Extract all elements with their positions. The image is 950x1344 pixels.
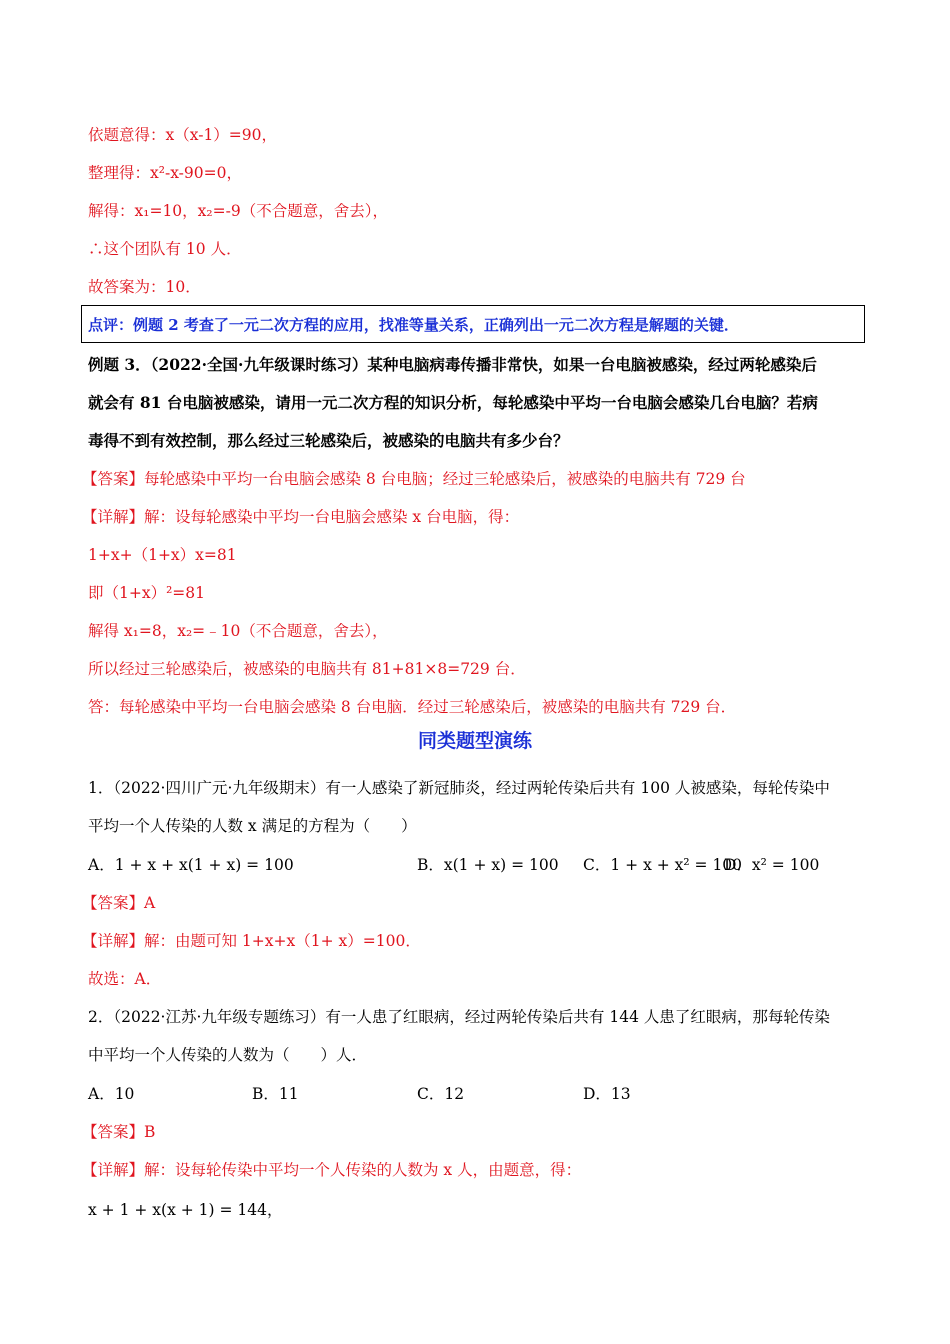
question2-option-a: A．10: [88, 1085, 135, 1103]
question1-option-d: D．x² = 100: [724, 856, 820, 874]
comment-text: 点评：例题 2 考查了一元二次方程的应用，找准等量关系，正确列出一元二次方程是解题的关键．: [88, 316, 739, 334]
question1-line-2: 平均一个人传染的人数 x 满足的方程为（ ）: [88, 817, 417, 835]
question2-option-d: D．13: [583, 1085, 631, 1103]
solution-line-2: 整理得：x²-x-90=0，: [88, 164, 242, 182]
question1-option-c: C．1 + x + x² = 100: [583, 856, 743, 874]
solution-line-5: 故答案为：10．: [88, 278, 201, 296]
question2-answer: 【答案】B: [82, 1123, 156, 1141]
example3-step-4: 所以经过三轮感染后，被感染的电脑共有 81+81×8=729 台．: [88, 660, 526, 678]
example3-detail: 【详解】解：设每轮感染中平均一台电脑会感染 x 台电脑，得：: [82, 508, 520, 526]
question2-line-2: 中平均一个人传染的人数为（ ）人．: [88, 1046, 368, 1064]
question2-equation: x + 1 + x(x + 1) = 144，: [88, 1201, 283, 1219]
question1-line-1: 1．（2022·四川广元·九年级期末）有一人感染了新冠肺炎，经过两轮传染后共有 100 人被感染，每轮传染中: [88, 779, 830, 797]
section-title: 同类题型演练: [417, 730, 532, 752]
example3-question-line-3: 毒得不到有效控制，那么经过三轮感染后，被感染的电脑共有多少台？: [88, 431, 569, 450]
question1-option-a: A．1 + x + x(1 + x) = 100: [88, 856, 294, 874]
question2-option-c: C．12: [417, 1085, 465, 1103]
example3-answer: 【答案】每轮感染中平均一台电脑会感染 8 台电脑；经过三轮感染后，被感染的电脑共有 729 台: [82, 470, 746, 488]
question1-final: 故选：A．: [88, 970, 162, 988]
question2-option-b: B．11: [252, 1085, 299, 1103]
example3-question-line-1: 例题 3．（2022·全国·九年级课时练习）某种电脑病毒传播非常快，如果一台电脑被感染，经过两轮感染后: [88, 355, 817, 374]
example3-conclusion: 答：每轮感染中平均一台电脑会感染 8 台电脑．经过三轮感染后，被感染的电脑共有 729 台．: [88, 698, 737, 716]
example3-step-1: 1+x+（1+x）x=81: [88, 546, 237, 564]
solution-line-3: 解得：x₁=10，x₂=-9（不合题意，舍去），: [88, 202, 388, 220]
example3-question-line-2: 就会有 81 台电脑被感染，请用一元二次方程的知识分析，每轮感染中平均一台电脑会感染几台电脑？若病: [88, 393, 818, 412]
example3-step-3: 解得 x₁=8，x₂=﹣10（不合题意，舍去），: [88, 622, 388, 640]
question2-line-1: 2．（2022·江苏·九年级专题练习）有一人患了红眼病，经过两轮传染后共有 144 人患了红眼病，那每轮传染: [88, 1008, 830, 1026]
example3-step-2: 即（1+x）²=81: [88, 584, 206, 602]
question1-detail: 【详解】解：由题可知 1+x+x（1+ x）=100．: [82, 932, 421, 950]
question1-answer: 【答案】A: [82, 894, 156, 912]
solution-line-1: 依题意得：x（x-1）=90，: [88, 126, 278, 144]
solution-line-4: ∴这个团队有 10 人．: [88, 240, 242, 258]
question1-option-b: B．x(1 + x) = 100: [417, 856, 559, 874]
question2-detail: 【详解】解：设每轮传染中平均一个人传染的人数为 x 人，由题意，得：: [82, 1161, 582, 1179]
comment-box: [81, 305, 865, 343]
